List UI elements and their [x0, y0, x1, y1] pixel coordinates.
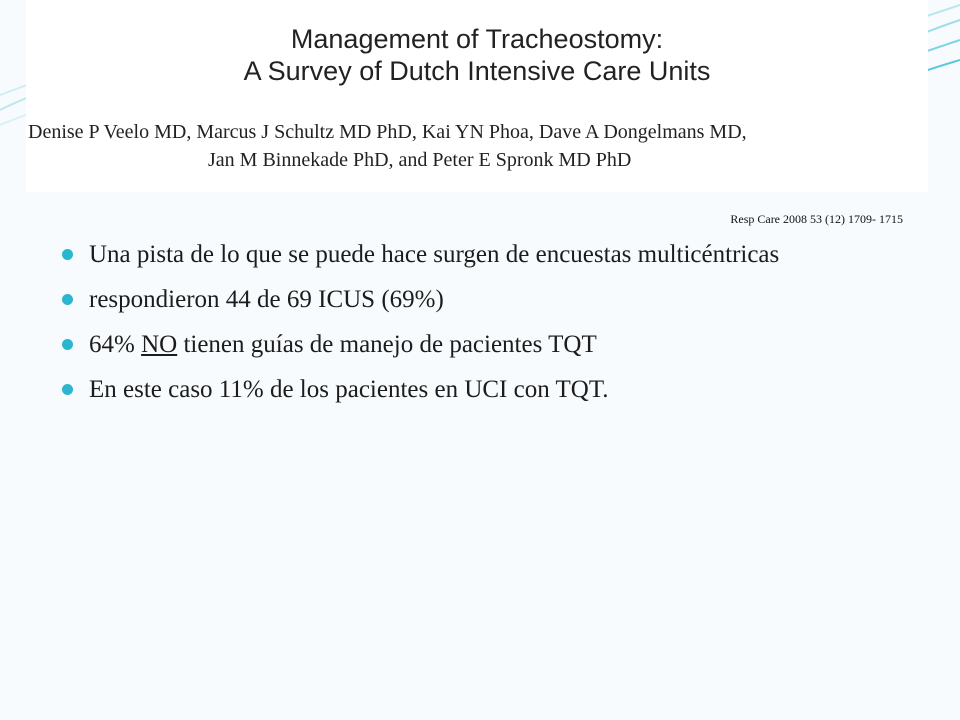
bullet-item [62, 283, 862, 317]
bullet-text: En este caso 11% de los pacientes en UCI con TQT. [89, 376, 609, 403]
bullet-item [62, 238, 862, 272]
bullet-text: respondieron 44 de 69 ICUS (69%) [89, 286, 444, 313]
bullet-text-suffix: tienen guías de manejo de pacientes TQT [177, 331, 597, 358]
bullet-item [62, 373, 862, 407]
bullet-item [62, 328, 862, 362]
article-header-image [26, 0, 928, 192]
bullet-list [62, 238, 862, 418]
bullet-text-prefix: 64% [89, 331, 142, 358]
article-title-line-1: Management of Tracheostomy: [290, 24, 664, 54]
article-authors-line-1: Denise P Veelo MD, Marcus J Schultz MD PhD, Kai YN Phoa, Dave A Dongelmans MD, [28, 121, 747, 143]
bullet-dot-icon [62, 249, 73, 260]
bullet-emphasis-no: NO [141, 331, 178, 358]
bullet-dot-icon [62, 339, 73, 350]
citation: Resp Care 2008 53 (12) 1709- 1715 [730, 212, 903, 226]
article-authors-line-2: Jan M Binnekade PhD, and Peter E Spronk MD PhD [208, 149, 632, 171]
bullet-dot-icon [62, 384, 73, 395]
bullet-text: Una pista de lo que se puede hace surgen de encuestas multicéntricas [89, 241, 780, 268]
bullet-dot-icon [62, 294, 73, 305]
article-title-line-2: A Survey of Dutch Intensive Care Units [243, 56, 711, 86]
